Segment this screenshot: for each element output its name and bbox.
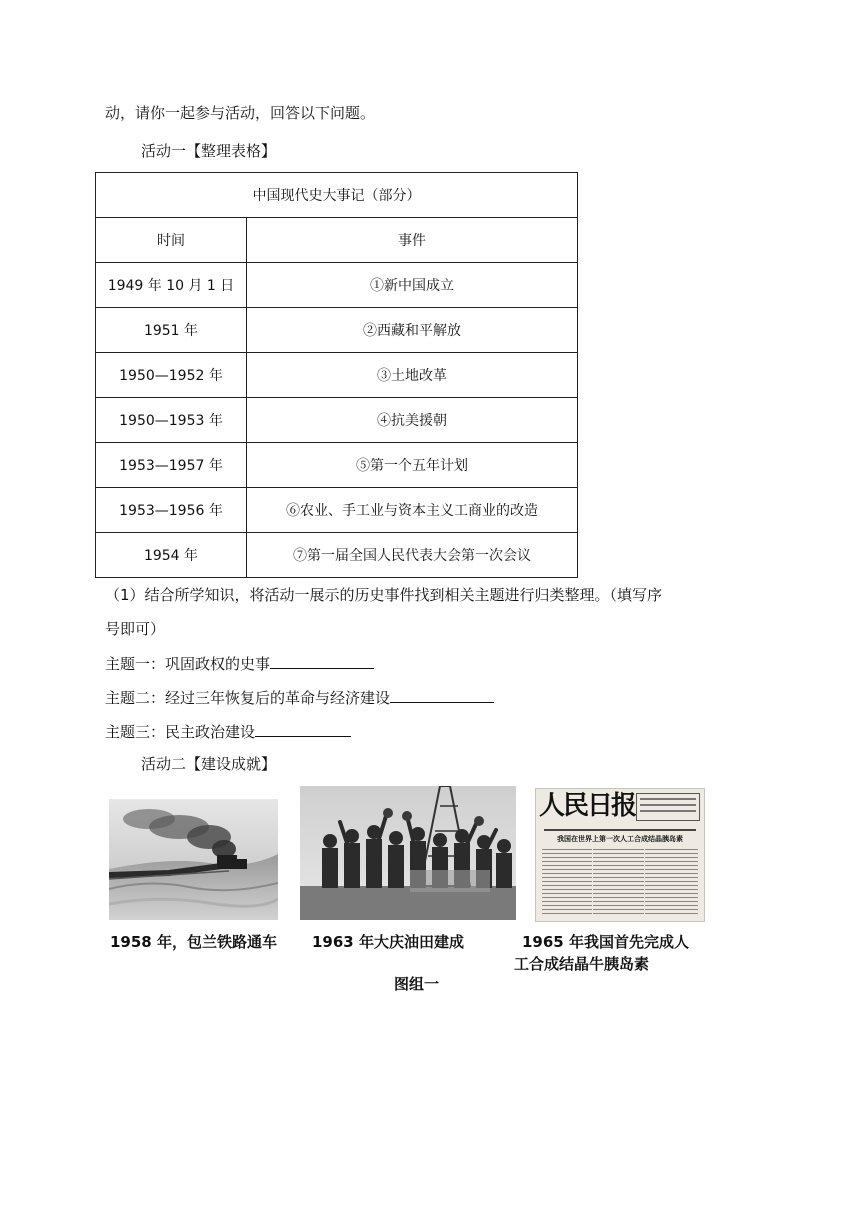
events-table — [95, 172, 578, 578]
table-title: 中国现代史大事记（部分） — [96, 173, 578, 218]
table-title-row — [96, 173, 578, 218]
table-row — [96, 398, 578, 443]
theme-three-label: 主题三：民主政治建设 — [105, 723, 256, 741]
newspaper-headline: 我国在世界上第一次人工合成结晶胰岛素 — [557, 835, 683, 843]
newspaper-photo — [535, 788, 705, 922]
row-time: 1953—1957 年 — [96, 443, 247, 488]
activity2-heading: 活动二【建设成就】 — [141, 755, 277, 773]
newspaper-body-text — [542, 849, 698, 915]
newspaper-top-box — [636, 793, 700, 821]
row-time: 1954 年 — [96, 533, 247, 578]
row-time: 1950—1953 年 — [96, 398, 247, 443]
newspaper-rule — [544, 829, 696, 831]
theme-three-answer-blank[interactable] — [255, 721, 351, 737]
row-event: ①新中国成立 — [247, 263, 578, 308]
row-event: ⑤第一个五年计划 — [247, 443, 578, 488]
newspaper-column-gap — [592, 849, 593, 915]
theme-two-answer-blank[interactable] — [390, 687, 494, 703]
row-event: ②西藏和平解放 — [247, 308, 578, 353]
newspaper-column-gap — [644, 849, 645, 915]
row-event: ⑦第一届全国人民代表大会第一次会议 — [247, 533, 578, 578]
theme-two-label: 主题二：经过三年恢复后的革命与经济建设 — [105, 689, 391, 707]
theme-one-answer-blank[interactable] — [270, 653, 374, 669]
table-header-row — [96, 218, 578, 263]
activity1-heading: 活动一【整理表格】 — [141, 142, 277, 160]
theme-one-label: 主题一：巩固政权的史事 — [105, 655, 271, 673]
row-event: ③土地改革 — [247, 353, 578, 398]
insulin-caption-line1: 1965 年我国首先完成人 — [522, 933, 689, 951]
theme-one — [105, 653, 374, 674]
row-time: 1953—1956 年 — [96, 488, 247, 533]
row-time: 1951 年 — [96, 308, 247, 353]
row-time: 1949 年 10 月 1 日 — [96, 263, 247, 308]
table-row — [96, 533, 578, 578]
figure-group-label: 图组一 — [394, 975, 440, 993]
table-row — [96, 443, 578, 488]
row-event: ⑥农业、手工业与资本主义工商业的改造 — [247, 488, 578, 533]
insulin-caption-line2: 工合成结晶牛胰岛素 — [514, 955, 650, 973]
theme-three — [105, 721, 351, 742]
question1-line2: 号即可） — [105, 620, 166, 638]
theme-two — [105, 687, 494, 708]
railway-photo — [109, 799, 278, 920]
newspaper-masthead: 人民日报 — [539, 791, 636, 821]
oilfield-photo — [300, 786, 516, 920]
header-time: 时间 — [96, 218, 247, 263]
table-row — [96, 263, 578, 308]
row-time: 1950—1952 年 — [96, 353, 247, 398]
oilfield-caption: 1963 年大庆油田建成 — [312, 933, 464, 951]
question1-line1: （1）结合所学知识，将活动一展示的历史事件找到相关主题进行归类整理。（填写序 — [105, 586, 663, 604]
table-row — [96, 353, 578, 398]
table-row — [96, 308, 578, 353]
intro-text: 动，请你一起参与活动，回答以下问题。 — [105, 104, 376, 122]
row-event: ④抗美援朝 — [247, 398, 578, 443]
railway-train-image — [109, 799, 278, 920]
table-row — [96, 488, 578, 533]
header-event: 事件 — [247, 218, 578, 263]
railway-caption: 1958 年，包兰铁路通车 — [110, 933, 277, 951]
oilfield-workers-image — [300, 786, 516, 920]
